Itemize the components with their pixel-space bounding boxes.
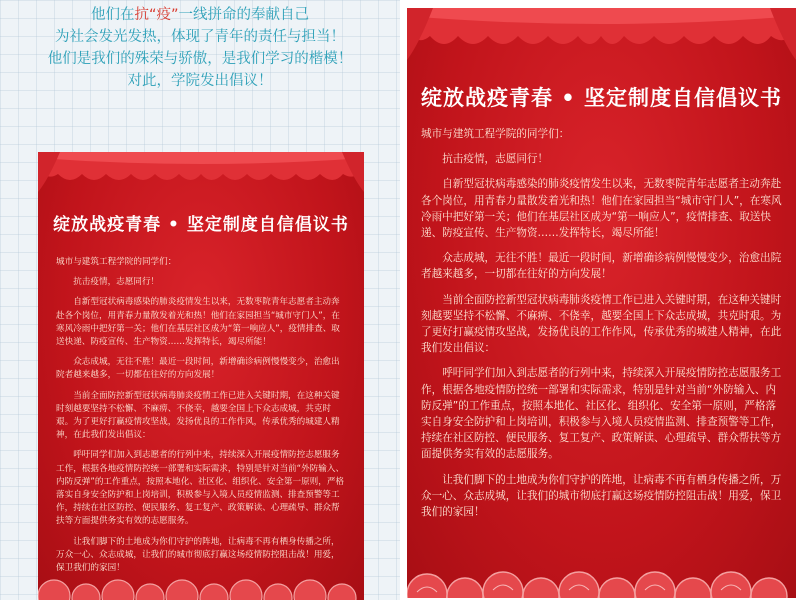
letter-para-6: 让我们脚下的土地成为你们守护的阵地，让病毒不再有栖身传播之所，万众一心、众志成城，让我们的城市彻底打赢这场疫情防控阻击战！用爱，保卫我们的家园！ [56, 536, 340, 574]
intro-line-3: 他们是我们的殊荣与骄傲，是我们学习的楷模！ [47, 51, 353, 67]
intro-text [10, 4, 390, 92]
intro-line-1-highlight: 抗“疫” [134, 7, 179, 23]
letter-poster-small [38, 152, 364, 600]
intro-line-1-pre: 他们在 [90, 7, 135, 23]
intro-line-2: 为社会发光发热，体现了青年的责任与担当！ [55, 29, 345, 45]
letter-para-4: 当前全面防控新型冠状病毒肺炎疫情工作已进入关键时期，在这种关键时刻越要坚持不松懈、不麻痹、不侥幸，越要全国上下众志成城，共克时艰。为了更好打赢疫情攻坚战，发扬优良的工作作风，传承优秀的城建人精神，在此我们发出倡议： [421, 293, 782, 355]
intro-line-4: 对此，学院发出倡议！ [127, 73, 273, 89]
curtain-decoration [38, 152, 364, 192]
intro-line-1 [10, 4, 390, 26]
letter-para-5: 呼吁同学们加入到志愿者的行列中来，持续深入开展疫情防控志愿服务工作，根据各地疫情防控统一部署和实际需求，特别是针对当前“外防输入、内防反弹”的工作重点，按照本地化、社区化、组织化、安全第一原则，严格落实自身安全防护和上岗培训，积极参与入境人员疫情监测、排查预警等工作，持续在社区防控、便民服务、复工复产、政策解读、心理疏导、群众帮扶等方面提供务实有效的志愿服务。 [421, 367, 782, 461]
cloud-decoration [38, 566, 364, 600]
letter-body [56, 256, 348, 582]
cloud-decoration [407, 552, 796, 598]
intro-line-1-post: 一线拼命的奉献自己 [178, 7, 310, 23]
curtain-decoration [407, 8, 796, 60]
letter-title: 绽放战疫青春 • 坚定制度自信倡议书 [53, 215, 349, 235]
letter-greeting: 城市与建筑工程学院的同学们： [56, 257, 177, 267]
letter-para-6: 让我们脚下的土地成为你们守护的阵地，让病毒不再有栖身传播之所，万众一心、众志成城，让我们的城市彻底打赢这场疫情防控阻击战！用爱，保卫我们的家园！ [421, 473, 782, 519]
letter-greeting: 城市与建筑工程学院的同学们： [421, 128, 570, 140]
letter-body [421, 126, 783, 529]
letter-para-3: 众志成城，无往不胜！最近一段时间，新增确诊病例慢慢变少，治愈出院者越来越多，一切都在往好的方向发展！ [421, 252, 782, 281]
letter-para-5: 呼吁同学们加入到志愿者的行列中来，持续深入开展疫情防控志愿服务工作，根据各地疫情防控统一部署和实际需求，特别是针对当前“外防输入、内防反弹”的工作重点，按照本地化、社区化、组织化、安全第一原则，严格落实自身安全防护和上岗培训，积极参与入境人员疫情监测、排查预警等工作，持续在社区防控、便民服务、复工复产、政策解读、心理疏导、群众帮扶等方面提供务实有效的志愿服务。 [56, 450, 345, 527]
letter-poster-large [407, 8, 796, 598]
letter-para-1: 抗击疫情，志愿同行！ [442, 153, 549, 166]
letter-para-4: 当前全面防控新型冠状病毒肺炎疫情工作已进入关键时期，在这种关键时刻越要坚持不松懈、不麻痹、不侥幸，越要全国上下众志成城，共克时艰。为了更好打赢疫情攻坚战，发扬优良的工作作风，传承优秀的城建人精神，在此我们发出倡议： [56, 390, 340, 441]
letter-para-2: 自新型冠状病毒感染的肺炎疫情发生以来，无数枣院青年志愿者主动奔赴各个岗位，用青春力量散发着光和热！他们在家园担当“城市守门人”，在寒风冷雨中把好第一关；他们在基层社区成为“第一响应人”，疫情排查、取送快递、防疫宣传、生产物资……发挥特长，竭尽所能！ [421, 178, 782, 240]
letter-para-2: 自新型冠状病毒感染的肺炎疫情发生以来，无数枣院青年志愿者主动奔赴各个岗位，用青春力量散发着光和热！他们在家园担当“城市守门人”，在寒风冷雨中把好第一关；他们在基层社区成为“第一响应人”，疫情排查、取送快递、防疫宣传、生产物资……发挥特长，竭尽所能！ [56, 297, 340, 348]
letter-para-3: 众志成城，无往不胜！最近一段时间，新增确诊病例慢慢变少，治愈出院者越来越多，一切都在往好的方向发展！ [56, 357, 340, 381]
letter-title: 绽放战疫青春 • 坚定制度自信倡议书 [420, 86, 783, 110]
letter-para-1: 抗击疫情，志愿同行！ [73, 277, 160, 288]
